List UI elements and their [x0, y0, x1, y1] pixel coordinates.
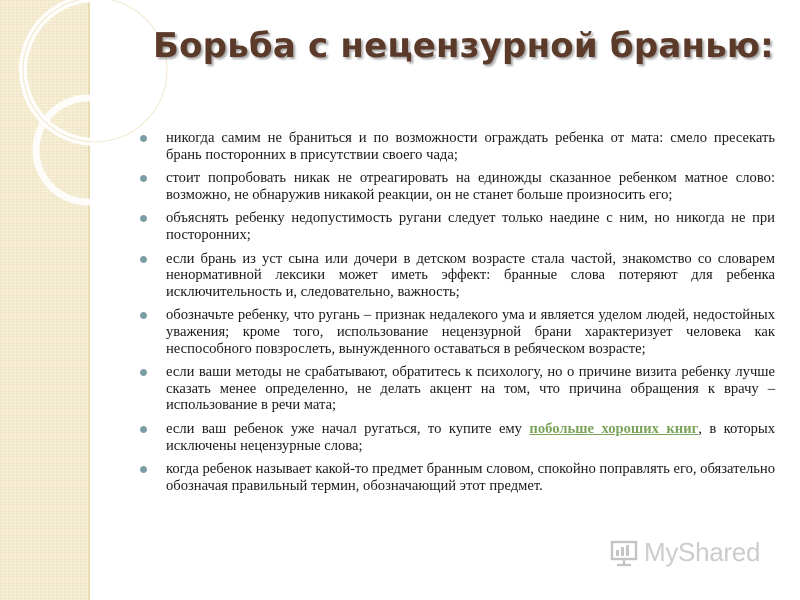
books-link[interactable]: побольше хороших книг [529, 420, 699, 437]
bullet-text: если ваши методы не срабатывают, обратитесь к психологу, но о причине визита ребенку лучше сказать менее определенно, не делать акцент на том, что причина обращения к врачу – использование в речи мата; [166, 364, 775, 414]
list-item [140, 461, 775, 494]
bullet-icon [140, 135, 147, 142]
list-item [140, 170, 775, 203]
list-item [140, 307, 775, 357]
bullet-text: обозначьте ребенку, что ругань – признак недалекого ума и является уделом людей, недостойных уважения; кроме того, использование нецензурной брани характеризует человека как неспособного повзрослеть, вынужденного оставаться в ребяческом возрасте; [166, 307, 775, 357]
bullet-icon [140, 466, 147, 473]
bullet-icon [140, 256, 147, 263]
bullet-icon [140, 312, 147, 319]
list-item [140, 251, 775, 301]
bullet-icon [140, 426, 147, 433]
presentation-board-icon [609, 539, 639, 567]
bullet-text-before: если ваш ребенок уже начал ругаться, то купите ему [166, 420, 530, 437]
bullet-text: когда ребенок называет какой-то предмет бранным словом, спокойно поправлять его, обязательно обозначая правильный термин, обозначающий этот предмет. [166, 461, 775, 494]
list-item [140, 210, 775, 243]
decorative-circle-small [36, 98, 140, 202]
bullet-icon [140, 175, 147, 182]
watermark-text: MyShared [644, 537, 761, 567]
bullet-list [140, 130, 775, 501]
watermark-logo [609, 537, 760, 568]
bullet-text: объяснять ребенку недопустимость ругани следует только наедине с ним, но никогда не при посторонних; [166, 210, 775, 243]
bullet-icon [140, 215, 147, 222]
bullet-text: стоит попробовать никак не отреагировать на единожды сказанное ребенком матное слово: возможно, не обнаружив никакой реакции, он не станет больше произносить его; [166, 170, 775, 203]
list-item [140, 421, 775, 454]
bullet-text-after: , в которых исключены нецензурные слова; [166, 420, 776, 454]
bullet-icon [140, 369, 147, 376]
bullet-text: никогда самим не браниться и по возможности ограждать ребенка от мата: смело пресекать брань посторонних в присутствии своего чада; [166, 130, 775, 163]
bullet-text: если брань из уст сына или дочери в детском возрасте стала частой, знакомство со словарем ненормативной лексики может иметь эффект: бранные слова потеряют для ребенка исключительность и, следовательно, важность; [166, 250, 775, 300]
list-item [140, 130, 775, 163]
list-item [140, 364, 775, 414]
slide-title: Борьба с нецензурной бранью: [153, 26, 774, 66]
